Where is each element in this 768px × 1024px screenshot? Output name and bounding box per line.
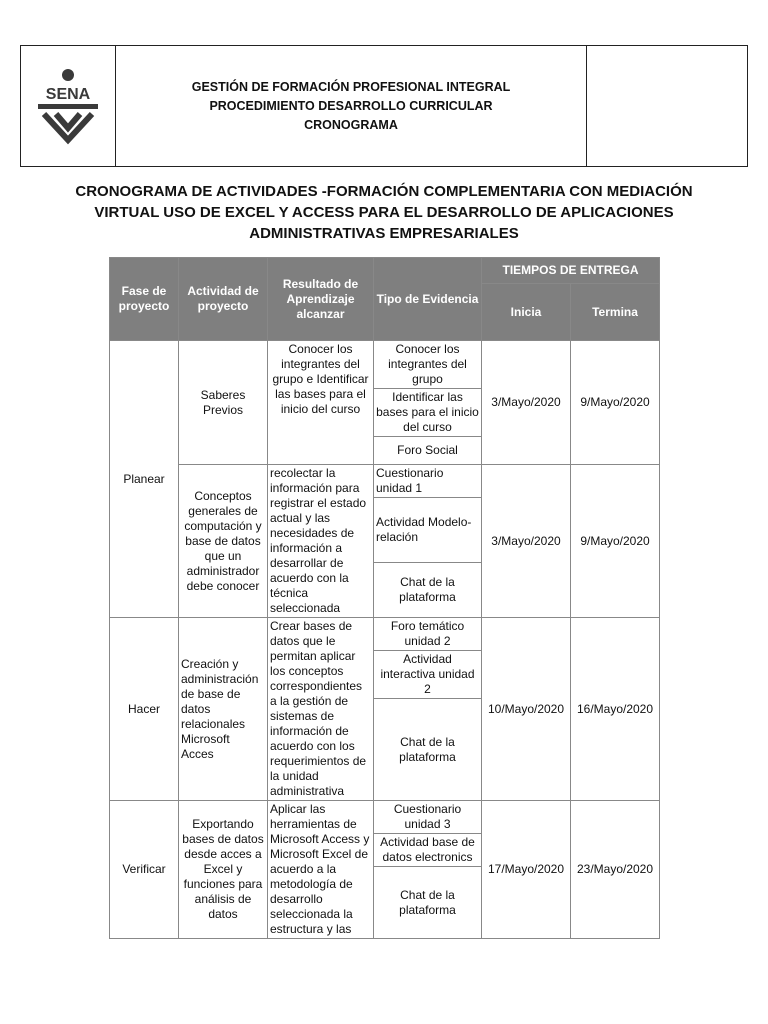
header-line-3: CRONOGRAMA [304, 117, 398, 132]
evidence-cell: Chat de la plataforma [374, 699, 482, 801]
sena-logo [21, 46, 116, 166]
evidence-cell: Actividad Modelo-relación [374, 498, 482, 562]
header-resultado: Resultado de Aprendizaje alcanzar [268, 258, 374, 341]
evidence-cell: Chat de la plataforma [374, 867, 482, 939]
evidence-cell: Actividad interactiva unidad 2 [374, 651, 482, 699]
result-cell: Crear bases de datos que le permitan aplicar los conceptos correspondientes a la gestión de sistemas de información de acuerdo con los requerimientos de la unidad administrativa [268, 618, 374, 801]
sena-logo-icon [28, 66, 108, 146]
evidence-cell: Foro temático unidad 2 [374, 618, 482, 651]
activity-cell: Conceptos generales de computación y base de datos que un administrador debe conocer [179, 465, 268, 618]
table-row [110, 801, 660, 834]
header-titles [116, 46, 587, 166]
result-cell: Aplicar las herramientas de Microsoft Access y Microsoft Excel de acuerdo a la metodología de desarrollo seleccionada la estructura y las [268, 801, 374, 939]
header-actividad: Actividad de proyecto [179, 258, 268, 341]
document-title: CRONOGRAMA DE ACTIVIDADES -FORMACIÓN COMPLEMENTARIA CON MEDIACIÓN VIRTUAL USO DE EXCEL Y ACCESS PARA EL DESARROLLO DE APLICACIONES ADMINISTRATIVAS EMPRESARIALES [75, 183, 693, 242]
header-empty-cell [587, 46, 747, 166]
activity-cell: Creación y administración de base de datos relacionales Microsoft Acces [179, 618, 268, 801]
header-tipo: Tipo de Evidencia [374, 258, 482, 341]
start-date: 17/Mayo/2020 [482, 801, 571, 939]
evidence-cell: Conocer los integrantes del grupo [374, 341, 482, 389]
header-line-1: GESTIÓN DE FORMACIÓN PROFESIONAL INTEGRAL [191, 79, 511, 94]
header-tiempos: TIEMPOS DE ENTREGA [482, 258, 660, 284]
header-termina: Termina [571, 284, 660, 341]
header-inicia: Inicia [482, 284, 571, 341]
evidence-cell: Cuestionario unidad 1 [374, 465, 482, 498]
table-row [110, 618, 660, 651]
header-line-2: PROCEDIMIENTO DESARROLLO CURRICULAR [209, 98, 493, 113]
evidence-cell: Actividad base de datos electronics [374, 834, 482, 867]
evidence-cell: Chat de la plataforma [374, 562, 482, 617]
result-cell: recolectar la información para registrar el estado actual y las necesidades de información a desarrollar de acuerdo con la técnica seleccionada [268, 465, 374, 618]
phase-verificar: Verificar [110, 801, 179, 939]
phase-planear: Planear [110, 341, 179, 618]
phase-hacer: Hacer [110, 618, 179, 801]
activity-cell: Exportando bases de datos desde acces a Excel y funciones para análisis de datos [179, 801, 268, 939]
document-header [20, 45, 748, 167]
evidence-cell: Identificar las bases para el inicio del curso [374, 389, 482, 437]
evidence-cell: Cuestionario unidad 3 [374, 801, 482, 834]
end-date: 16/Mayo/2020 [571, 618, 660, 801]
end-date: 9/Mayo/2020 [571, 465, 660, 618]
start-date: 3/Mayo/2020 [482, 465, 571, 618]
evidence-cell: Foro Social [374, 437, 482, 465]
start-date: 3/Mayo/2020 [482, 341, 571, 465]
end-date: 23/Mayo/2020 [571, 801, 660, 939]
end-date: 9/Mayo/2020 [571, 341, 660, 465]
result-cell: Conocer los integrantes del grupo e Identificar las bases para el inicio del curso [268, 341, 374, 465]
start-date: 10/Mayo/2020 [482, 618, 571, 801]
table-row [110, 465, 660, 498]
schedule-table [109, 257, 660, 939]
activity-cell: Saberes Previos [179, 341, 268, 465]
table-row [110, 341, 660, 389]
logo-text: SENA [45, 86, 91, 103]
header-fase: Fase de proyecto [110, 258, 179, 341]
